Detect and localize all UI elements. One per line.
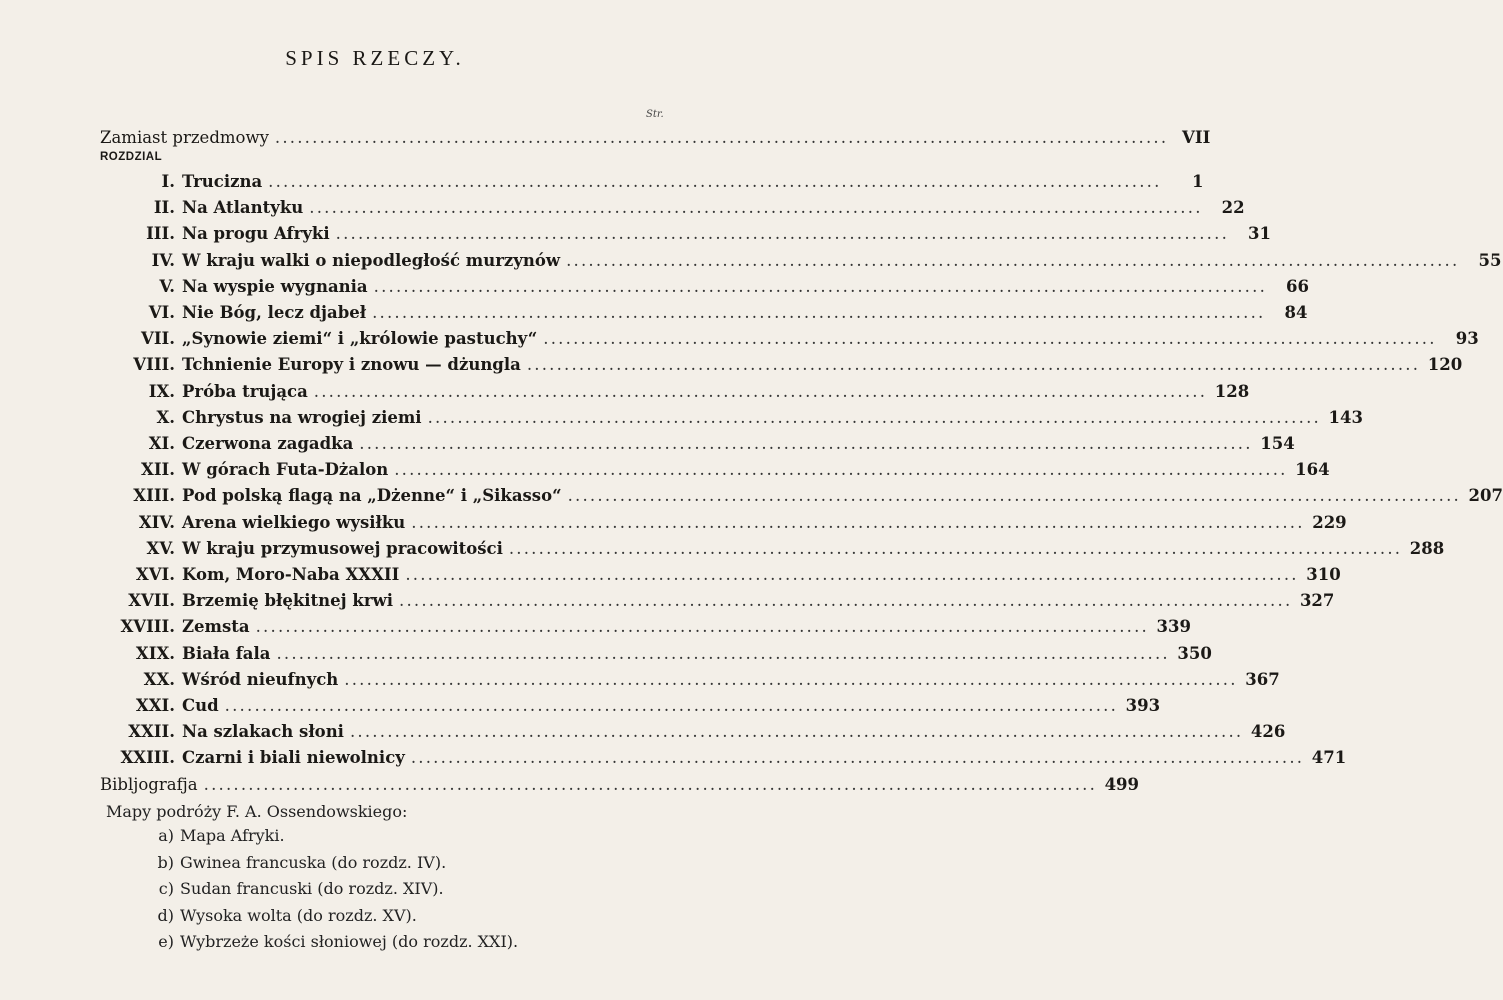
leader-dots: ........................................................................................................................ — [394, 460, 1288, 480]
chapter-title: „Synowie ziemi“ i „królowie pastuchy“ — [182, 329, 538, 349]
page-column-label: Str. — [646, 109, 664, 120]
bibliography-page: 499 — [1104, 774, 1140, 794]
chapter-title: Na Atlantyku — [182, 198, 304, 218]
chapter-page: 84 — [1284, 303, 1308, 322]
chapter-row — [100, 538, 1445, 563]
leader-dots: ........................................................................................................................ — [359, 434, 1253, 453]
chapter-row — [100, 486, 1503, 510]
chapter-row — [100, 460, 1330, 484]
leader-dots: ........................................................................................................................ — [313, 381, 1208, 401]
chapter-number: XXIII. — [120, 748, 175, 768]
chapter-number: XIII. — [133, 486, 175, 506]
chapter-page: 310 — [1306, 565, 1341, 584]
map-item — [134, 853, 446, 872]
chapter-title: Nie Bóg, lecz djabeł — [182, 303, 367, 322]
chapter-number: II. — [153, 198, 175, 218]
chapter-title: Tchnienie Europy i znowu — dżungla — [182, 355, 521, 375]
chapter-title: Brzemię błękitnej krwi — [182, 591, 393, 611]
chapter-page: 1 — [1192, 172, 1204, 191]
leader-dots: ........................................................................................................................ — [274, 128, 1169, 147]
map-label: d) — [157, 905, 174, 925]
chapter-number: XIX. — [135, 643, 175, 663]
page-title: SPIS RZECZY. — [285, 46, 465, 70]
chapter-page: 288 — [1409, 538, 1445, 558]
chapter-row — [100, 329, 1479, 353]
chapter-page: 339 — [1156, 617, 1191, 637]
leader-dots: ........................................................................................................................ — [349, 722, 1244, 742]
chapter-row — [100, 276, 1310, 301]
map-item — [134, 906, 417, 925]
map-title: Mapa Afryki. — [180, 826, 285, 845]
chapter-number: VIII. — [133, 355, 175, 375]
chapter-page: 128 — [1214, 381, 1250, 401]
leader-dots: ........................................................................................................................ — [405, 565, 1299, 584]
chapter-number: IX. — [148, 381, 175, 401]
leader-dots: ........................................................................................................................ — [224, 696, 1119, 715]
chapter-number: XVIII. — [120, 617, 175, 637]
map-label: e) — [158, 932, 174, 951]
chapter-row — [100, 591, 1335, 615]
leader-dots: ........................................................................................................................ — [309, 198, 1203, 218]
chapter-title: Na wyspie wygnania — [182, 276, 368, 296]
leader-dots: ........................................................................................................................ — [410, 748, 1305, 768]
map-item — [134, 932, 518, 951]
chapter-number: XVII. — [128, 591, 175, 611]
chapter-page: 154 — [1260, 434, 1295, 453]
chapter-row — [100, 250, 1502, 275]
chapter-page: 393 — [1125, 696, 1161, 715]
toc-intro-title: Zamiast przedmowy — [100, 128, 269, 147]
chapter-row — [100, 748, 1347, 772]
leader-dots: ........................................................................................................................ — [203, 774, 1098, 794]
leader-dots: ........................................................................................................................ — [255, 617, 1149, 637]
chapter-page: 350 — [1177, 643, 1212, 663]
chapter-page: 426 — [1250, 722, 1286, 742]
chapter-title: Trucizna — [182, 172, 263, 191]
chapter-number: XIV. — [138, 512, 175, 532]
leader-dots: ........................................................................................................................ — [399, 591, 1293, 611]
chapter-title: W kraju przymusowej pracowitości — [182, 538, 503, 558]
chapter-number: IV. — [151, 250, 175, 270]
leader-dots: ........................................................................................................................ — [411, 512, 1305, 532]
chapter-title: W kraju walki o niepodległość murzynów — [182, 250, 561, 270]
chapter-title: Na progu Afryki — [182, 224, 330, 244]
chapter-title: Pod polską flagą na „Dżenne“ i „Sikasso“ — [182, 486, 562, 506]
chapter-page: 207 — [1468, 486, 1503, 506]
chapter-title: Czarni i biali niewolnicy — [182, 748, 405, 768]
map-item — [134, 826, 285, 845]
chapter-row — [100, 303, 1308, 327]
chapter-number: XXI. — [135, 696, 175, 715]
chapter-page: 229 — [1312, 512, 1347, 532]
leader-dots: ........................................................................................................................ — [344, 669, 1238, 689]
chapter-title: W górach Futa-Dżalon — [182, 460, 389, 480]
chapter-row — [100, 407, 1363, 432]
chapter-number: VI. — [148, 303, 175, 322]
toc-intro-row — [100, 128, 1211, 152]
chapter-title: Wśród nieufnych — [182, 669, 339, 689]
leader-dots: ........................................................................................................................ — [372, 303, 1266, 322]
chapter-number: X. — [156, 407, 175, 427]
chapter-row — [100, 696, 1161, 720]
chapter-title: Arena wielkiego wysiłku — [182, 512, 406, 532]
chapter-number: XV. — [146, 538, 175, 558]
chapter-row — [100, 172, 1204, 196]
map-label: a) — [158, 826, 174, 845]
chapter-number: I. — [161, 172, 175, 191]
leader-dots: ........................................................................................................................ — [508, 538, 1403, 558]
chapter-row — [100, 198, 1245, 222]
map-title: Gwinea francuska (do rozdz. IV). — [180, 852, 447, 872]
chapter-title: Czerwona zagadka — [182, 434, 354, 453]
toc-intro-page: VII — [1182, 128, 1211, 147]
map-label: b) — [157, 852, 174, 872]
chapter-title: Chrystus na wrogiej ziemi — [182, 407, 422, 427]
chapter-page: 22 — [1221, 198, 1245, 218]
chapter-title: Biała fala — [182, 643, 271, 663]
section-label: ROZDZIAL — [100, 151, 163, 163]
chapter-number: XX. — [143, 669, 175, 689]
chapter-number: XII. — [141, 460, 175, 480]
map-title: Sudan francuski (do rozdz. XIV). — [180, 879, 444, 898]
chapter-number: XVI. — [135, 565, 175, 584]
chapter-title: Cud — [182, 696, 219, 715]
chapter-page: 66 — [1286, 276, 1310, 296]
chapter-number: VII. — [141, 329, 175, 349]
maps-heading: Mapy podróży F. A. Ossendowskiego: — [106, 802, 408, 821]
leader-dots: ........................................................................................................................ — [567, 486, 1461, 506]
leader-dots: ........................................................................................................................ — [373, 276, 1268, 296]
chapter-title: Próba trująca — [182, 381, 308, 401]
chapter-page: 120 — [1427, 355, 1463, 375]
chapter-page: 55 — [1478, 250, 1502, 270]
toc-bibliography-row — [100, 774, 1140, 799]
chapter-number: V. — [159, 276, 175, 296]
chapter-row — [100, 643, 1212, 668]
chapter-row — [100, 224, 1272, 248]
map-title: Wybrzeże kości słoniowej (do rozdz. XXI). — [180, 932, 519, 951]
chapter-row — [100, 669, 1280, 694]
chapter-row — [100, 381, 1250, 406]
chapter-title: Na szlakach słoni — [182, 722, 344, 742]
chapter-number: XXII. — [128, 722, 175, 742]
leader-dots: ........................................................................................................................ — [268, 172, 1162, 191]
chapter-number: III. — [146, 224, 175, 244]
leader-dots: ........................................................................................................................ — [427, 407, 1321, 427]
leader-dots: ........................................................................................................................ — [526, 355, 1421, 375]
leader-dots: ........................................................................................................................ — [566, 250, 1460, 270]
map-title: Wysoka wolta (do rozdz. XV). — [180, 905, 417, 925]
leader-dots: ........................................................................................................................ — [335, 224, 1230, 244]
chapter-page: 93 — [1455, 329, 1479, 349]
chapter-row — [100, 565, 1341, 589]
chapter-page: 143 — [1328, 407, 1363, 427]
chapter-page: 471 — [1311, 748, 1347, 768]
leader-dots: ........................................................................................................................ — [543, 329, 1437, 349]
leader-dots: ........................................................................................................................ — [276, 643, 1170, 663]
bibliography-title: Bibljografja — [100, 774, 198, 794]
chapter-page: 31 — [1248, 224, 1272, 244]
map-label: c) — [158, 879, 174, 898]
chapter-page: 327 — [1299, 591, 1335, 611]
map-item — [134, 879, 444, 898]
chapter-page: 367 — [1245, 669, 1280, 689]
chapter-title: Zemsta — [182, 617, 250, 637]
chapter-title: Kom, Moro-Naba XXXII — [182, 565, 400, 584]
chapter-row — [100, 722, 1286, 746]
chapter-number: XI. — [148, 434, 175, 453]
chapter-page: 164 — [1295, 460, 1330, 480]
chapter-row — [100, 434, 1295, 458]
chapter-row — [100, 355, 1463, 379]
chapter-row — [100, 512, 1347, 537]
chapter-row — [100, 617, 1191, 641]
